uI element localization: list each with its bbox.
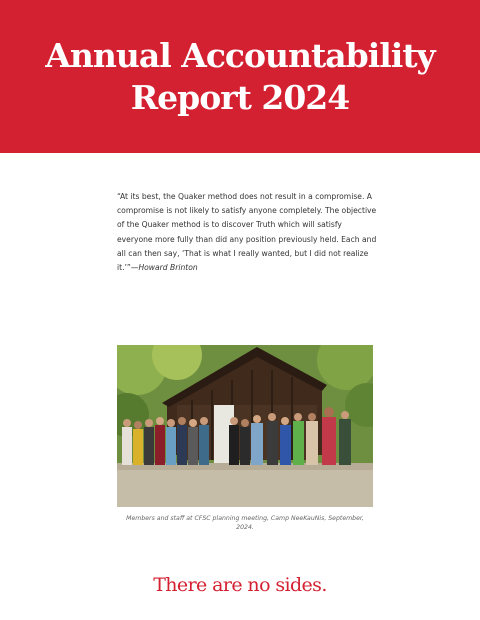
report-header bbox=[0, 0, 480, 153]
photo-caption: Members and staff at CFSC planning meeting, Camp NeeKauNis, September, 2024. bbox=[126, 515, 364, 531]
quote-text: “At its best, the Quaker method does not result in a compromise. A compromise is not likely to satisfy anyone completely. The objective of the Quaker method is to discover Truth which will satisfy everyone more fully than did any position previously held. Each and all can then say, ‘That is what I really wanted, but I did not realize it.’” bbox=[117, 192, 377, 273]
section-heading: There are no sides. bbox=[153, 574, 327, 596]
quote-attribution: —Howard Brinton bbox=[130, 263, 198, 273]
group-photo bbox=[117, 345, 373, 507]
report-title: Annual Accountability Report 2024 bbox=[45, 35, 435, 117]
opening-quote bbox=[117, 190, 377, 275]
group-photo-illustration bbox=[117, 345, 373, 507]
